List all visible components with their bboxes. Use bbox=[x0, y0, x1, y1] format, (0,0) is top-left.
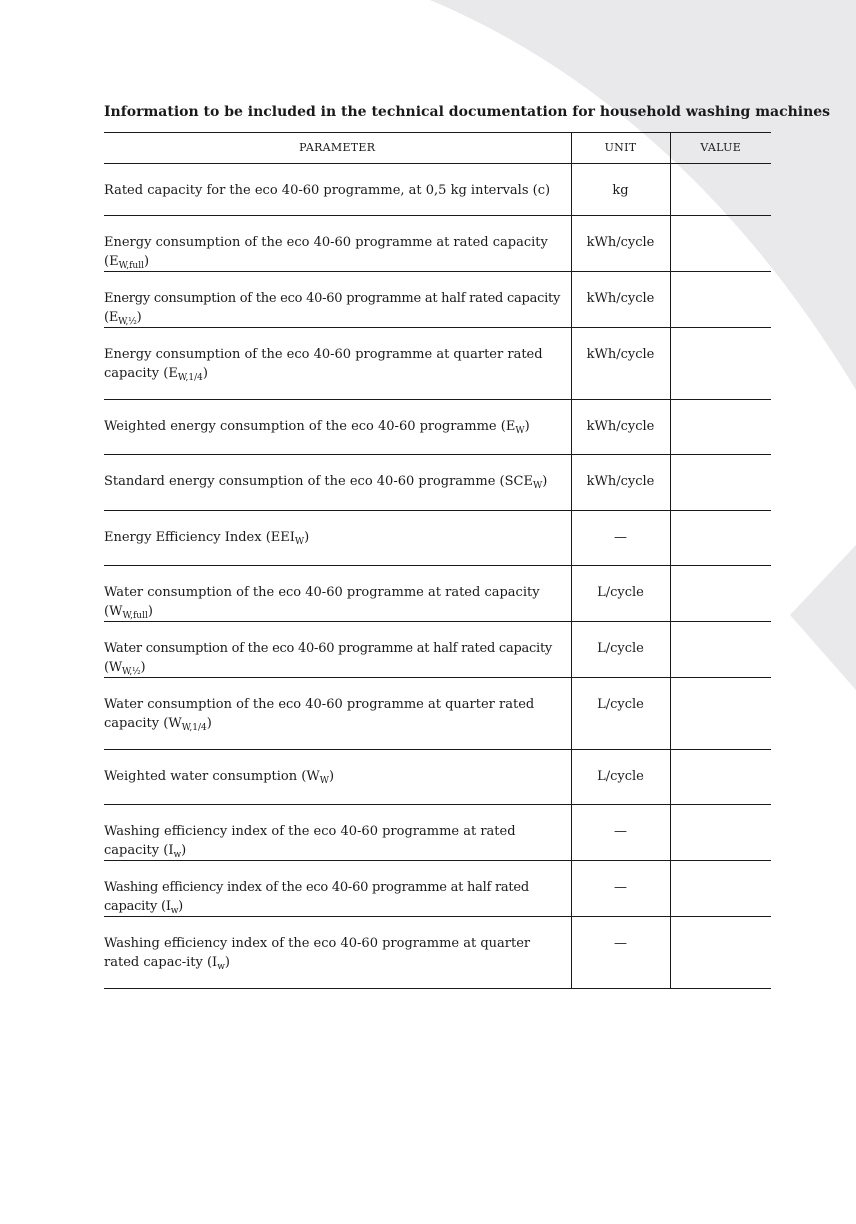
unit-cell: L/cycle bbox=[571, 622, 670, 678]
table-row bbox=[104, 678, 771, 750]
parameter-close: ) bbox=[542, 474, 548, 489]
table-row bbox=[104, 328, 771, 400]
parameter-text: Weighted water consumption (W bbox=[104, 769, 320, 784]
table-row bbox=[104, 805, 771, 861]
table-header-row bbox=[104, 133, 771, 164]
parameter-text: Water consumption of the eco 40-60 programme at half rated capacity (W bbox=[104, 641, 553, 675]
value-cell bbox=[670, 678, 771, 750]
value-cell bbox=[670, 511, 771, 566]
parameter-subscript: W,full bbox=[118, 261, 144, 271]
value-cell bbox=[670, 328, 771, 400]
unit-cell: — bbox=[571, 511, 670, 566]
parameter-cell bbox=[104, 511, 571, 566]
parameter-close: ) bbox=[147, 604, 153, 619]
parameter-cell bbox=[104, 805, 571, 861]
parameter-cell bbox=[104, 622, 571, 678]
column-header-unit: UNIT bbox=[571, 133, 670, 164]
parameter-close: ) bbox=[304, 530, 310, 545]
parameter-close: ) bbox=[178, 899, 183, 914]
parameter-close: ) bbox=[524, 419, 530, 434]
table-row bbox=[104, 400, 771, 455]
parameter-cell bbox=[104, 272, 571, 328]
parameter-cell bbox=[104, 566, 571, 622]
unit-cell: kWh/cycle bbox=[571, 455, 670, 511]
parameter-subscript: W bbox=[294, 537, 305, 547]
table-row bbox=[104, 164, 771, 216]
value-cell bbox=[670, 566, 771, 622]
parameter-text: Energy consumption of the eco 40-60 programme at half rated capacity (E bbox=[104, 291, 561, 325]
unit-cell: kWh/cycle bbox=[571, 400, 670, 455]
parameter-text: Rated capacity for the eco 40-60 programme, at 0,5 kg intervals (c) bbox=[104, 183, 551, 198]
unit-cell: kWh/cycle bbox=[571, 216, 670, 272]
parameter-close: ) bbox=[144, 254, 150, 269]
table-row bbox=[104, 622, 771, 678]
background-arrow bbox=[790, 545, 856, 690]
unit-cell: kWh/cycle bbox=[571, 328, 670, 400]
parameter-text: Water consumption of the eco 40-60 programme at rated capacity (W bbox=[104, 585, 540, 619]
parameter-text: Washing efficiency index of the eco 40-60 programme at half rated capacity (I bbox=[104, 880, 529, 914]
parameter-table bbox=[104, 132, 771, 989]
value-cell bbox=[670, 861, 771, 917]
table-row bbox=[104, 750, 771, 805]
parameter-text: Energy consumption of the eco 40-60 programme at quarter rated capacity (E bbox=[104, 347, 543, 381]
value-cell bbox=[670, 805, 771, 861]
table-row bbox=[104, 272, 771, 328]
value-cell bbox=[670, 272, 771, 328]
table-row bbox=[104, 566, 771, 622]
unit-cell: — bbox=[571, 805, 670, 861]
parameter-subscript: W,½ bbox=[118, 317, 137, 327]
parameter-subscript: W,full bbox=[122, 611, 148, 621]
table-row bbox=[104, 511, 771, 566]
parameter-cell bbox=[104, 328, 571, 400]
parameter-cell bbox=[104, 750, 571, 805]
document-title: Information to be included in the technical documentation for household washing machines bbox=[104, 104, 831, 120]
column-header-value: VALUE bbox=[670, 133, 771, 164]
value-cell bbox=[670, 622, 771, 678]
parameter-text: Washing efficiency index of the eco 40-60 programme at rated capacity (I bbox=[104, 824, 516, 858]
parameter-text: Weighted energy consumption of the eco 40-60 programme (E bbox=[104, 419, 516, 434]
parameter-text: Standard energy consumption of the eco 40-60 programme (SCE bbox=[104, 474, 533, 489]
value-cell bbox=[670, 917, 771, 989]
parameter-subscript: W bbox=[532, 481, 543, 491]
unit-cell: L/cycle bbox=[571, 750, 670, 805]
parameter-close: ) bbox=[140, 660, 146, 675]
unit-cell: — bbox=[571, 917, 670, 989]
parameter-subscript: W bbox=[319, 776, 329, 786]
parameter-subscript: w bbox=[217, 962, 225, 972]
parameter-close: ) bbox=[224, 955, 230, 970]
parameter-close: ) bbox=[328, 769, 335, 784]
parameter-close: ) bbox=[206, 716, 212, 731]
unit-cell: L/cycle bbox=[571, 678, 670, 750]
unit-cell: L/cycle bbox=[571, 566, 670, 622]
table-row bbox=[104, 455, 771, 511]
parameter-cell bbox=[104, 216, 571, 272]
parameter-text: Washing efficiency index of the eco 40-60 programme at quarter rated capac-ity (I bbox=[104, 936, 531, 970]
unit-cell: — bbox=[571, 861, 670, 917]
parameter-text: Water consumption of the eco 40-60 programme at quarter rated capacity (W bbox=[104, 697, 535, 731]
parameter-cell bbox=[104, 917, 571, 989]
parameter-close: ) bbox=[202, 366, 208, 381]
unit-cell: kg bbox=[571, 164, 670, 216]
column-header-parameter: PARAMETER bbox=[104, 133, 571, 164]
parameter-subscript: W bbox=[515, 426, 525, 436]
parameter-close: ) bbox=[136, 310, 142, 325]
parameter-text: Energy Efficiency Index (EEI bbox=[104, 530, 295, 545]
value-cell bbox=[670, 400, 771, 455]
parameter-cell bbox=[104, 861, 571, 917]
parameter-subscript: W,1/4 bbox=[177, 373, 203, 383]
value-cell bbox=[670, 164, 771, 216]
parameter-close: ) bbox=[181, 843, 187, 858]
parameter-subscript: W,1/4 bbox=[181, 723, 207, 733]
table-row bbox=[104, 861, 771, 917]
parameter-subscript: w bbox=[173, 850, 182, 860]
parameter-cell bbox=[104, 455, 571, 511]
parameter-cell bbox=[104, 400, 571, 455]
table-row bbox=[104, 216, 771, 272]
parameter-subscript: W,½ bbox=[121, 667, 141, 677]
value-cell bbox=[670, 750, 771, 805]
table-row bbox=[104, 917, 771, 989]
parameter-cell bbox=[104, 164, 571, 216]
parameter-cell bbox=[104, 678, 571, 750]
value-cell bbox=[670, 216, 771, 272]
unit-cell: kWh/cycle bbox=[571, 272, 670, 328]
value-cell bbox=[670, 455, 771, 511]
parameter-subscript: w bbox=[170, 906, 179, 916]
parameter-text: Energy consumption of the eco 40-60 programme at rated capacity (E bbox=[104, 235, 548, 269]
